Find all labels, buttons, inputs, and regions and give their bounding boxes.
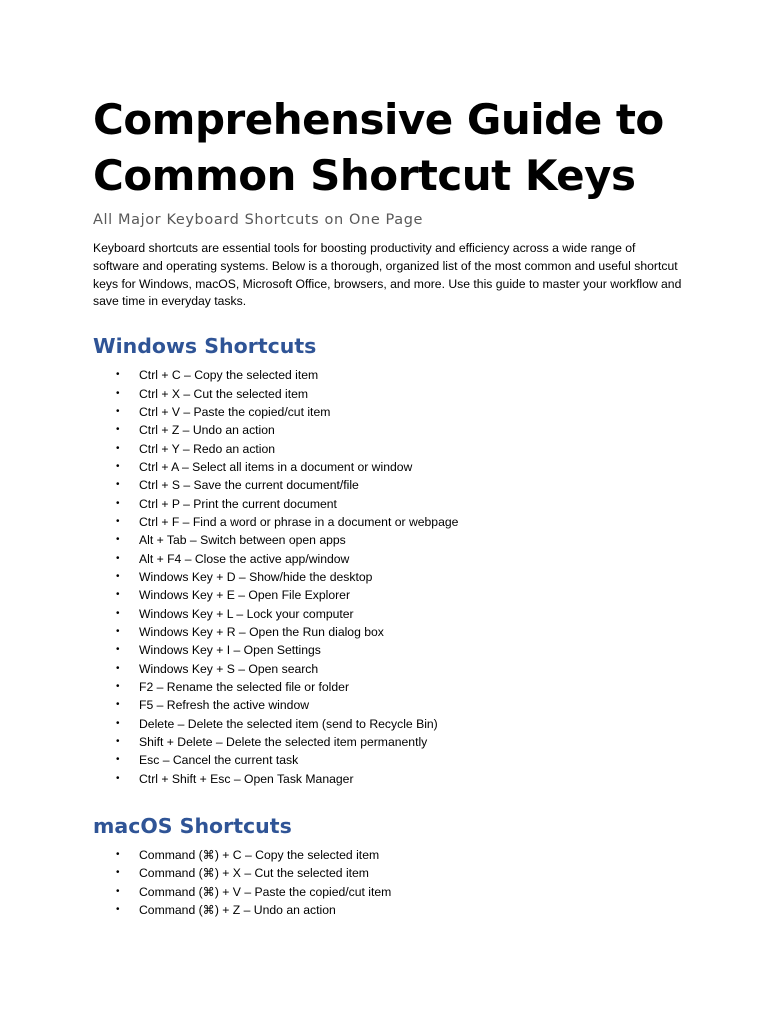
list-item-text: Alt + F4 – Close the active app/window [139,551,350,566]
list-item [93,883,683,901]
list-item [93,623,683,641]
list-item-text: Command (⌘) + X – Cut the selected item [139,866,369,881]
bullet-icon: • [116,570,120,582]
bullet-icon: • [116,424,120,436]
list-item [93,864,683,882]
bullet-icon: • [116,662,120,674]
windows-section-heading: Windows Shortcuts [93,334,317,359]
bullet-icon: • [116,626,120,637]
document-title [93,92,683,204]
list-item [93,586,683,604]
list-item [93,531,683,549]
bullet-icon: • [116,552,120,564]
bullet-icon: • [116,867,120,879]
bullet-icon: • [116,405,120,417]
list-item-text: F2 – Rename the selected file or folder [139,680,350,695]
bullet-icon: • [116,754,120,766]
bullet-icon: • [116,497,120,509]
bullet-icon: • [116,849,120,861]
list-item-text: Alt + Tab – Switch between open apps [139,533,346,548]
bullet-icon: • [116,442,120,454]
document-title-line-2: Common Shortcut Keys [93,151,636,200]
intro-paragraph: Keyboard shortcuts are essential tools for boosting productivity and efficiency across a wide range of software and operating systems. Below is a thorough, organized list of the most common and useful shortcut keys for Windows, macOS, Microsoft Office, browsers, and more. Use this guide to master your workflow and save time in everyday tasks. [93,241,682,309]
bullet-icon: • [116,387,120,399]
list-item [93,678,683,696]
list-item-text: Ctrl + Shift + Esc – Open Task Manager [139,771,354,786]
bullet-icon: • [116,736,120,748]
bullet-icon: • [116,904,120,916]
bullet-icon: • [116,699,120,711]
list-item-text: Esc – Cancel the current task [139,753,299,768]
bullet-icon: • [116,369,120,381]
list-item [93,568,683,586]
list-item-text: Windows Key + L – Lock your computer [139,606,354,621]
list-item-text: F5 – Refresh the active window [139,698,310,713]
bullet-icon: • [116,681,120,693]
list-item-text: Windows Key + R – Open the Run dialog box [139,625,384,639]
list-item [93,513,683,531]
list-item [93,660,683,678]
list-item [93,770,683,788]
bullet-icon: • [116,479,120,491]
macos-section-heading: macOS Shortcuts [93,814,292,839]
list-item [93,550,683,568]
list-item [93,385,683,403]
windows-shortcut-list [93,366,683,788]
list-item [93,421,683,439]
list-item [93,605,683,623]
list-item-text: Windows Key + E – Open File Explorer [139,588,351,603]
list-item [93,696,683,714]
list-item [93,715,683,733]
list-item-text: Shift + Delete – Delete the selected item permanently [139,735,428,750]
list-item-text: Windows Key + D – Show/hide the desktop [139,569,373,584]
list-item-text: Windows Key + I – Open Settings [139,643,321,658]
list-item [93,751,683,769]
document-page [93,92,683,919]
list-item-text: Ctrl + Z – Undo an action [139,423,275,438]
list-item [93,846,683,864]
list-item-text: Ctrl + S – Save the current document/file [139,478,359,493]
list-item-text: Ctrl + A – Select all items in a document or window [139,459,413,474]
list-item-text: Command (⌘) + V – Paste the copied/cut item [139,884,392,899]
list-item-text: Windows Key + S – Open search [139,661,319,676]
bullet-icon: • [116,589,120,601]
list-item-text: Delete – Delete the selected item (send to Recycle Bin) [139,716,438,731]
list-item [93,476,683,494]
list-item [93,495,683,513]
bullet-icon: • [116,644,120,656]
list-item [93,901,683,919]
list-item-text: Command (⌘) + Z – Undo an action [139,903,336,918]
list-item [93,366,683,384]
list-item [93,733,683,751]
bullet-icon: • [116,717,120,729]
list-item-text: Ctrl + Y – Redo an action [139,441,276,456]
list-item-text: Ctrl + V – Paste the copied/cut item [139,404,331,419]
macos-shortcut-list [93,846,683,919]
list-item-text: Ctrl + X – Cut the selected item [139,386,309,401]
list-item-text: Command (⌘) + C – Copy the selected item [139,848,380,863]
list-item [93,440,683,458]
bullet-icon: • [116,607,120,619]
bullet-icon: • [116,534,120,546]
list-item [93,641,683,659]
list-item [93,403,683,421]
bullet-icon: • [116,515,120,527]
list-item-text: Ctrl + P – Print the current document [139,496,337,511]
bullet-icon: • [116,772,120,784]
bullet-icon: • [116,885,120,897]
document-title-line-1: Comprehensive Guide to [93,95,664,144]
bullet-icon: • [116,460,120,472]
list-item-text: Ctrl + F – Find a word or phrase in a document or webpage [139,514,459,529]
list-item-text: Ctrl + C – Copy the selected item [139,368,319,383]
document-subtitle: All Major Keyboard Shortcuts on One Page [93,212,424,228]
list-item [93,458,683,476]
